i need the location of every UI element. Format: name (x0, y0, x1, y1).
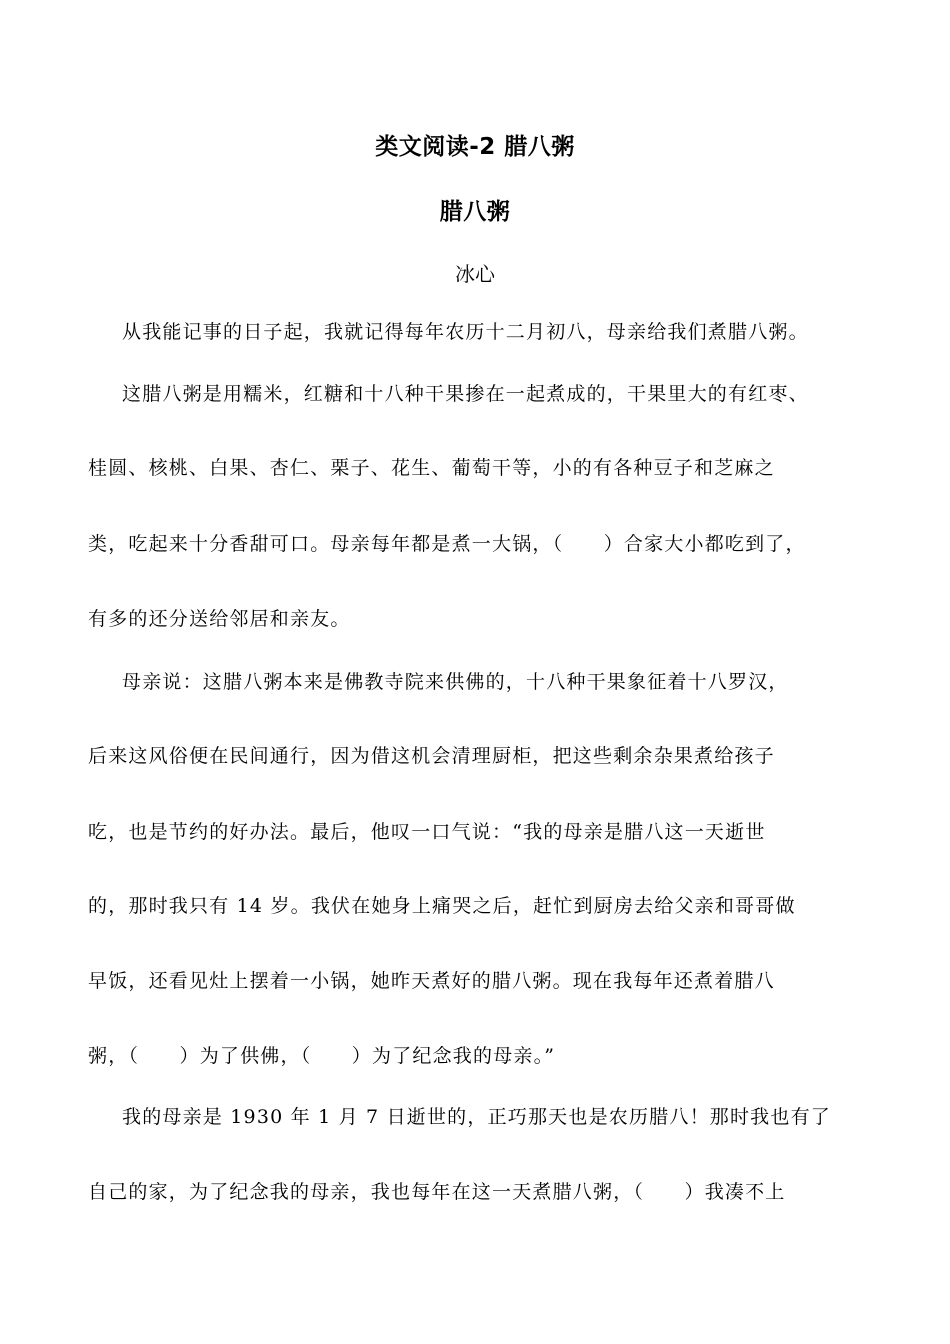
text-line: 从我能记事的日子起，我就记得每年农历十二月初八，母亲给我们煮腊八粥。 (122, 321, 809, 343)
text-line: 早饭，还看见灶上摆着一小锅，她昨天煮好的腊八粥。现在我每年还煮着腊八 (88, 970, 775, 992)
text-line: 自己的家，为了纪念我的母亲，我也每年在这一天煮腊八粥，（ ）我凑不上 (88, 1181, 786, 1203)
text-line: 类，吃起来十分香甜可口。母亲每年都是煮一大锅，（ ）合家大小都吃到了， (88, 533, 806, 555)
article-title: 腊八粥 (439, 199, 511, 225)
text-line: 后来这风俗便在民间通行，因为借这机会清理厨柜，把这些剩余杂果煮给孩子 (88, 745, 775, 767)
text-line: 这腊八粥是用糯米，红糖和十八种干果掺在一起煮成的，干果里大的有红枣、 (122, 383, 809, 405)
text-line: 桂圆、核桃、白果、杏仁、栗子、花生、葡萄干等，小的有各种豆子和芝麻之 (88, 457, 775, 479)
document-title: 类文阅读-2 腊八粥 (375, 134, 575, 160)
text-line: 的，那时我只有 14 岁。我伏在她身上痛哭之后，赶忙到厨房去给父亲和哥哥做 (88, 895, 796, 917)
article-author: 冰心 (455, 262, 495, 286)
text-line: 有多的还分送给邻居和亲友。 (88, 608, 351, 630)
text-line: 母亲说：这腊八粥本来是佛教寺院来供佛的，十八种干果象征着十八罗汉， (122, 671, 789, 693)
text-line: 粥，（ ）为了供佛，（ ）为了纪念我的母亲。” (88, 1045, 556, 1067)
text-line: 吃，也是节约的好办法。最后，他叹一口气说：“我的母亲是腊八这一天逝世 (88, 821, 766, 843)
text-line: 我的母亲是 1930 年 1 月 7 日逝世的，正巧那天也是农历腊八！那时我也有了 (122, 1106, 831, 1128)
